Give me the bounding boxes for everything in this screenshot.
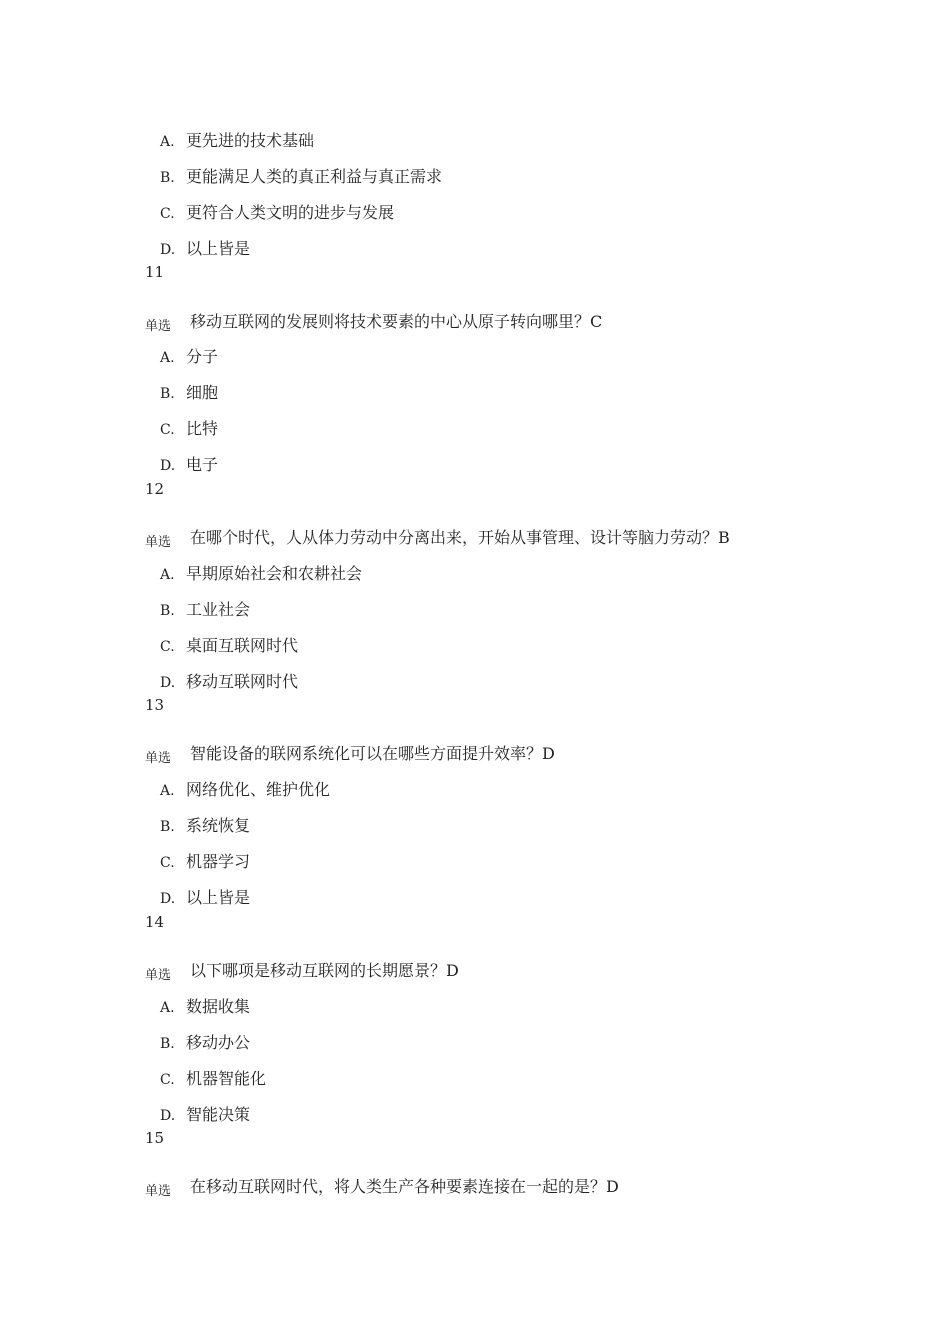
- option-letter: B.: [160, 386, 175, 402]
- option-c: [160, 1069, 266, 1090]
- option-letter: B.: [160, 1036, 175, 1052]
- option-text: 更能满足人类的真正利益与真正需求: [186, 167, 443, 186]
- option-a: [160, 347, 218, 368]
- question-text-row: [145, 1177, 619, 1199]
- option-b: [160, 383, 218, 404]
- option-letter: B.: [160, 603, 175, 619]
- option-text: 分子: [186, 347, 219, 366]
- option-letter: C.: [160, 855, 175, 871]
- option-text: 机器学习: [186, 852, 251, 871]
- option-c: [160, 419, 218, 440]
- option-c: [160, 636, 298, 657]
- option-letter: B.: [160, 819, 175, 835]
- question-number: 15: [145, 1129, 165, 1147]
- option-a: [160, 131, 314, 152]
- option-text: 移动互联网时代: [186, 672, 299, 691]
- option-letter: A.: [160, 1000, 175, 1016]
- question-number: 12: [145, 480, 165, 498]
- option-text: 系统恢复: [186, 816, 251, 835]
- option-text: 网络优化、维护优化: [186, 780, 331, 799]
- option-text: 更先进的技术基础: [186, 131, 315, 150]
- option-a: [160, 780, 330, 801]
- option-text: 早期原始社会和农耕社会: [186, 564, 363, 583]
- question-type: 单选: [145, 751, 172, 766]
- question-type: 单选: [145, 968, 172, 983]
- option-text: 细胞: [186, 383, 219, 402]
- question-text: 在哪个时代，人从体力劳动中分离出来，开始从事管理、设计等脑力劳动？B: [190, 528, 730, 547]
- option-d: [160, 455, 218, 476]
- option-text: 数据收集: [186, 997, 251, 1016]
- question-text-row: [145, 744, 555, 766]
- question-text: 移动互联网的发展则将技术要素的中心从原子转向哪里？C: [190, 312, 603, 331]
- option-letter: A.: [160, 783, 175, 799]
- option-text: 移动办公: [186, 1033, 251, 1052]
- question-number: 14: [145, 913, 165, 931]
- question-type: 单选: [145, 1184, 172, 1199]
- question-text-row: [145, 312, 602, 334]
- option-text: 以上皆是: [186, 239, 251, 258]
- question-text-row: [145, 528, 730, 550]
- option-letter: D.: [160, 1108, 176, 1124]
- option-text: 机器智能化: [186, 1069, 267, 1088]
- option-letter: D.: [160, 458, 176, 474]
- option-text: 智能决策: [186, 1105, 251, 1124]
- option-text: 比特: [186, 419, 219, 438]
- option-text: 以上皆是: [186, 888, 251, 907]
- option-letter: C.: [160, 422, 175, 438]
- option-b: [160, 600, 250, 621]
- option-letter: C.: [160, 1072, 175, 1088]
- question-type: 单选: [145, 319, 172, 334]
- option-letter: A.: [160, 134, 175, 150]
- option-text: 电子: [186, 455, 219, 474]
- option-c: [160, 203, 394, 224]
- option-letter: D.: [160, 891, 176, 907]
- option-letter: B.: [160, 170, 175, 186]
- question-number: 11: [145, 263, 165, 281]
- option-letter: A.: [160, 350, 175, 366]
- option-c: [160, 852, 250, 873]
- question-text: 以下哪项是移动互联网的长期愿景？D: [190, 961, 459, 980]
- option-text: 更符合人类文明的进步与发展: [186, 203, 395, 222]
- option-letter: D.: [160, 242, 176, 258]
- option-letter: C.: [160, 639, 175, 655]
- option-a: [160, 564, 362, 585]
- question-number: 13: [145, 696, 165, 714]
- option-b: [160, 1033, 250, 1054]
- option-d: [160, 672, 298, 693]
- option-a: [160, 997, 250, 1018]
- option-d: [160, 1105, 250, 1126]
- question-text: 在移动互联网时代，将人类生产各种要素连接在一起的是？D: [190, 1177, 619, 1196]
- option-text: 桌面互联网时代: [186, 636, 299, 655]
- option-letter: D.: [160, 675, 176, 691]
- option-b: [160, 816, 250, 837]
- question-text-row: [145, 961, 459, 983]
- option-letter: C.: [160, 206, 175, 222]
- option-d: [160, 888, 250, 909]
- option-text: 工业社会: [186, 600, 251, 619]
- option-d: [160, 239, 250, 260]
- question-type: 单选: [145, 535, 172, 550]
- question-text: 智能设备的联网系统化可以在哪些方面提升效率？D: [190, 744, 555, 763]
- option-letter: A.: [160, 567, 175, 583]
- option-b: [160, 167, 442, 188]
